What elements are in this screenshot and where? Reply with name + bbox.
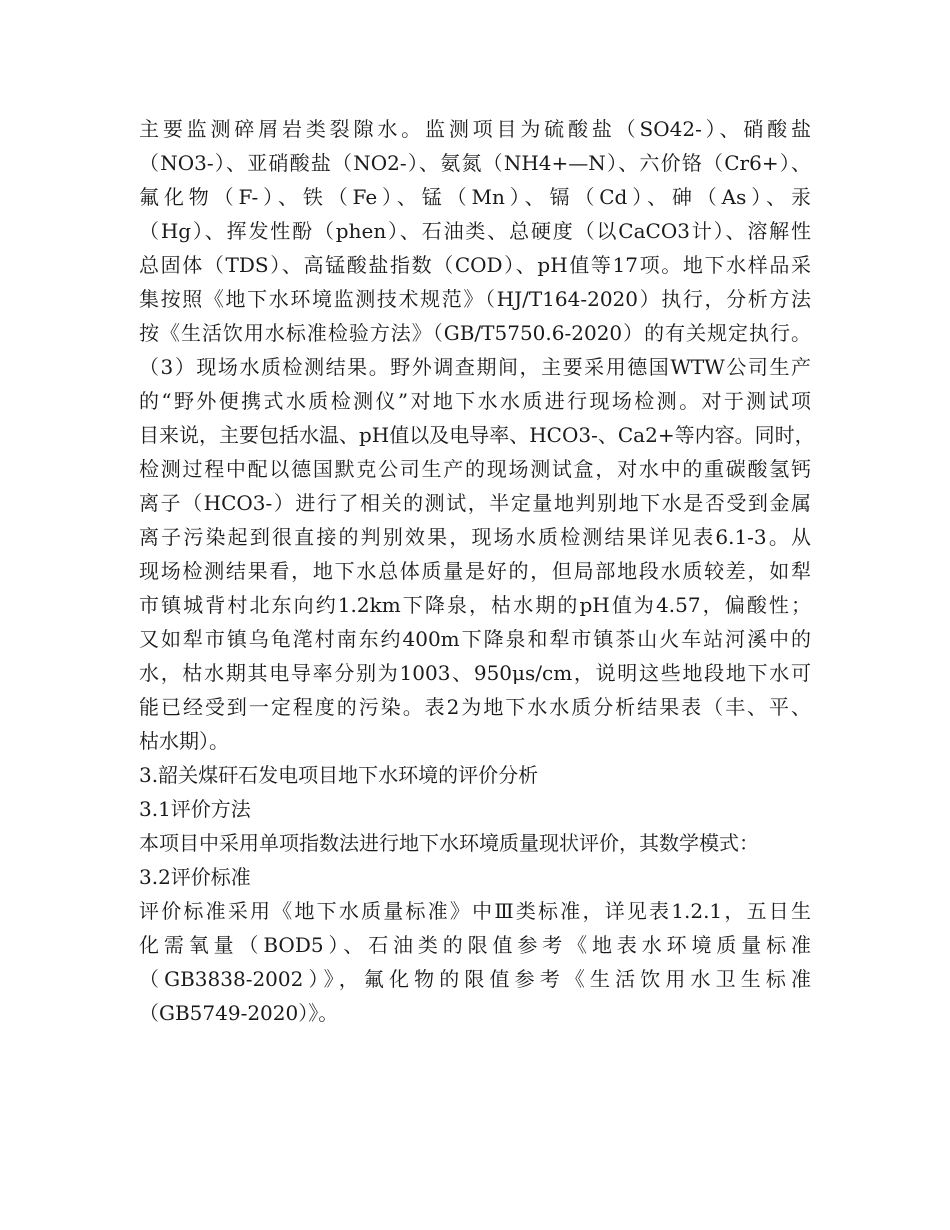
text-line: （3）现场水质检测结果。野外调查期间，主要采用德国WTW公司生产 bbox=[139, 355, 811, 379]
text-line: 能已经受到一定程度的污染。表2为地下水水质分析结果表（丰、平、 bbox=[139, 695, 811, 719]
text-line: （NO3-）、亚硝酸盐（NO2-）、氨氮（NH4+—N）、六价铬（Cr6+）、 bbox=[139, 151, 811, 175]
text-line: 主要监测碎屑岩类裂隙水。监测项目为硫酸盐（SO42-）、硝酸盐 bbox=[139, 117, 811, 141]
text-line: 离子污染起到很直接的判别效果，现场水质检测结果详见表6.1-3。从 bbox=[139, 525, 811, 549]
text-line: 又如犁市镇乌龟滗村南东约400m下降泉和犁市镇茶山火车站河溪中的 bbox=[139, 627, 811, 651]
text-line: 评价标准采用《地下水质量标准》中Ⅲ类标准，详见表1.2.1，五日生 bbox=[139, 899, 811, 923]
text-line: 现场检测结果看，地下水总体质量是好的，但局部地段水质较差，如犁 bbox=[139, 559, 811, 583]
text-line: （GB5749-2020）》。 bbox=[139, 1001, 339, 1025]
text-line: 氟化物（F-）、铁（Fe）、锰（Mn）、镉（Cd）、砷（As）、汞 bbox=[139, 185, 811, 209]
text-line: 目来说，主要包括水温、pH值以及电导率、HCO3-、Ca2+等内容。同时， bbox=[139, 423, 815, 447]
text-line: 水，枯水期其电导率分别为1003、950μs/cm，说明这些地段地下水可 bbox=[139, 661, 811, 685]
text-line: 3.2评价标准 bbox=[139, 865, 251, 889]
text-line: 化需氧量（BOD5）、石油类的限值参考《地表水环境质量标准 bbox=[139, 933, 811, 957]
text-line: 本项目中采用单项指数法进行地下水环境质量现状评价，其数学模式： bbox=[139, 831, 759, 855]
text-line: 按《生活饮用水标准检验方法》（GB/T5750.6-2020）的有关规定执行。 bbox=[139, 321, 811, 345]
text-line: 市镇城背村北东向约1.2km下降泉，枯水期的pH值为4.57，偏酸性； bbox=[139, 593, 811, 617]
text-line: 的“野外便携式水质检测仪”对地下水水质进行现场检测。对于测试项 bbox=[139, 389, 811, 413]
text-line: （Hg）、挥发性酚（phen）、石油类、总硬度（以CaCO3计）、溶解性 bbox=[139, 219, 811, 243]
text-line: 检测过程中配以德国默克公司生产的现场测试盒，对水中的重碳酸氢钙 bbox=[139, 457, 811, 481]
document-page bbox=[139, 112, 815, 1030]
text-line: 集按照《地下水环境监测技术规范》（HJ/T164-2020）执行，分析方法 bbox=[139, 287, 811, 311]
text-line: 总固体（TDS）、高锰酸盐指数（COD）、pH值等17项。地下水样品采 bbox=[139, 253, 811, 277]
text-line: 3.韶关煤矸石发电项目地下水环境的评价分析 bbox=[139, 763, 539, 787]
text-line: （GB3838-2002）》，氟化物的限值参考《生活饮用水卫生标准 bbox=[139, 967, 811, 991]
text-line: 离子（HCO3-）进行了相关的测试，半定量地判别地下水是否受到金属 bbox=[139, 491, 811, 515]
text-line: 3.1评价方法 bbox=[139, 797, 251, 821]
text-line: 枯水期）。 bbox=[139, 729, 229, 753]
